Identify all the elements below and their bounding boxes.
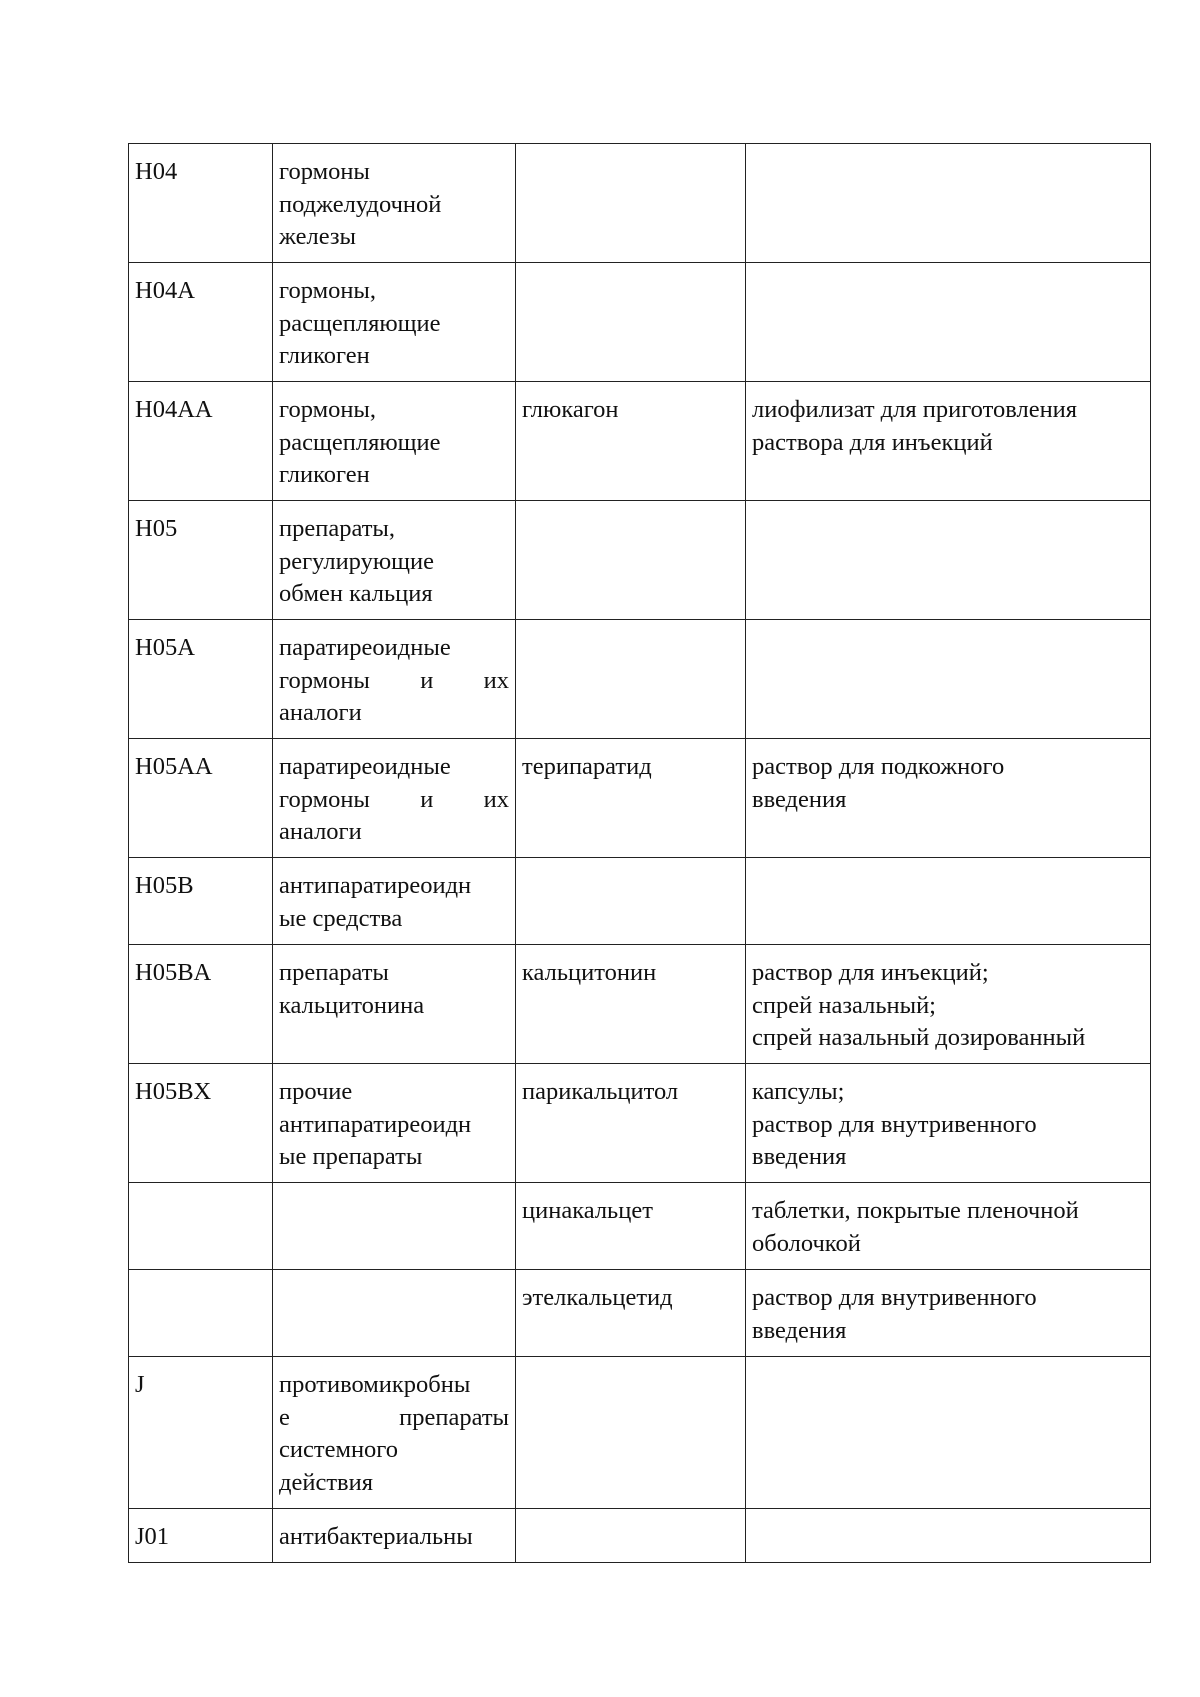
table-row: [129, 1509, 1151, 1563]
table-row: [129, 945, 1151, 1064]
substance-cell: [516, 501, 746, 620]
dosage-form-cell: раствор для инъекций; спрей назальный; спрей назальный дозированный: [746, 945, 1151, 1064]
atc-group-name-cell: противомикробны е препараты системного действия: [273, 1357, 516, 1509]
dosage-form-cell: раствор для подкожного введения: [746, 739, 1151, 858]
table-row: [129, 620, 1151, 739]
substance-cell: [516, 620, 746, 739]
atc-group-name-cell: паратиреоидные гормоны и их аналоги: [273, 739, 516, 858]
table-row: [129, 144, 1151, 263]
atc-code-cell: H05AA: [129, 739, 273, 858]
atc-group-name-cell: [273, 1183, 516, 1270]
table-row: [129, 501, 1151, 620]
substance-cell: [516, 144, 746, 263]
atc-group-name-cell: паратиреоидные гормоны и их аналоги: [273, 620, 516, 739]
dosage-form-cell: капсулы; раствор для внутривенного введения: [746, 1064, 1151, 1183]
dosage-form-cell: [746, 501, 1151, 620]
table-row: [129, 858, 1151, 945]
atc-group-name-cell: антибактериальны: [273, 1509, 516, 1563]
dosage-form-cell: [746, 263, 1151, 382]
atc-code-cell: H05B: [129, 858, 273, 945]
substance-cell: [516, 1357, 746, 1509]
atc-code-cell: H04A: [129, 263, 273, 382]
atc-code-cell: [129, 1270, 273, 1357]
dosage-form-cell: [746, 1509, 1151, 1563]
atc-group-name-cell: гормоны поджелудочной железы: [273, 144, 516, 263]
table-row: [129, 1270, 1151, 1357]
table-row: [129, 1357, 1151, 1509]
atc-code-cell: H05BA: [129, 945, 273, 1064]
substance-cell: глюкагон: [516, 382, 746, 501]
atc-code-cell: J01: [129, 1509, 273, 1563]
dosage-form-cell: таблетки, покрытые пленочной оболочкой: [746, 1183, 1151, 1270]
dosage-form-cell: [746, 1357, 1151, 1509]
atc-code-cell: H04AA: [129, 382, 273, 501]
atc-code-cell: J: [129, 1357, 273, 1509]
dosage-form-cell: [746, 858, 1151, 945]
table-row: [129, 1183, 1151, 1270]
atc-code-cell: [129, 1183, 273, 1270]
atc-group-name-cell: прочие антипаратиреоидн ые препараты: [273, 1064, 516, 1183]
substance-cell: терипаратид: [516, 739, 746, 858]
atc-group-name-cell: [273, 1270, 516, 1357]
atc-group-name-cell: препараты кальцитонина: [273, 945, 516, 1064]
dosage-form-cell: раствор для внутривенного введения: [746, 1270, 1151, 1357]
table-row: [129, 1064, 1151, 1183]
atc-code-cell: H05A: [129, 620, 273, 739]
substance-cell: [516, 1509, 746, 1563]
atc-group-name-cell: гормоны, расщепляющие гликоген: [273, 382, 516, 501]
substance-cell: кальцитонин: [516, 945, 746, 1064]
atc-code-cell: H05BX: [129, 1064, 273, 1183]
atc-code-cell: H05: [129, 501, 273, 620]
substance-cell: [516, 263, 746, 382]
table-row: [129, 382, 1151, 501]
atc-group-name-cell: гормоны, расщепляющие гликоген: [273, 263, 516, 382]
atc-classification-table: [128, 143, 1151, 1563]
atc-code-cell: H04: [129, 144, 273, 263]
table-row: [129, 739, 1151, 858]
atc-group-name-cell: препараты, регулирующие обмен кальция: [273, 501, 516, 620]
substance-cell: парикальцитол: [516, 1064, 746, 1183]
dosage-form-cell: [746, 620, 1151, 739]
table-row: [129, 263, 1151, 382]
dosage-form-cell: [746, 144, 1151, 263]
atc-group-name-cell: антипаратиреоидн ые средства: [273, 858, 516, 945]
substance-cell: [516, 858, 746, 945]
dosage-form-cell: лиофилизат для приготовления раствора для инъекций: [746, 382, 1151, 501]
substance-cell: цинакальцет: [516, 1183, 746, 1270]
substance-cell: этелкальцетид: [516, 1270, 746, 1357]
